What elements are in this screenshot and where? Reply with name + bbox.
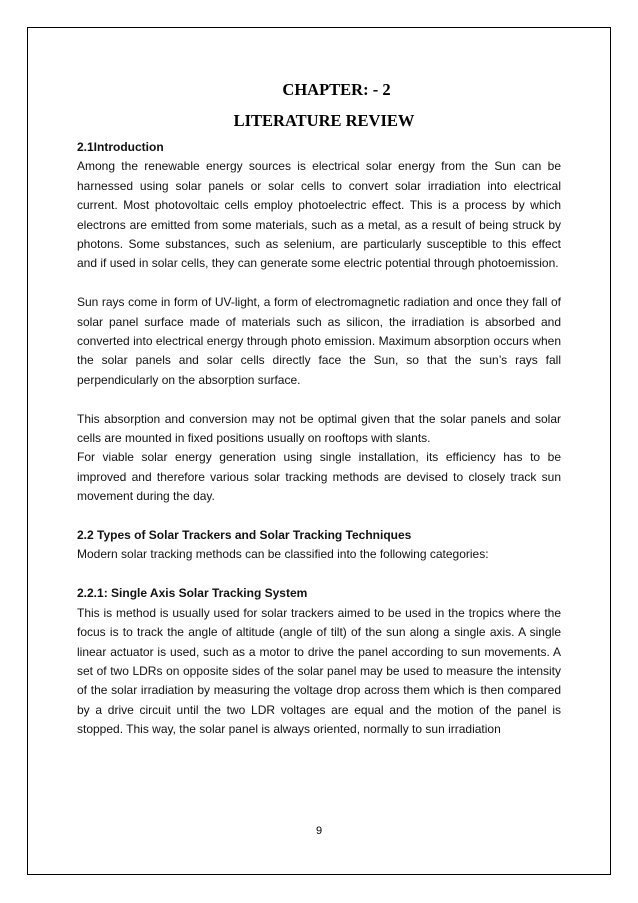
chapter-subtitle: LITERATURE REVIEW [233, 111, 415, 130]
section-heading-introduction: 2.1Introduction [77, 140, 164, 154]
paragraph-intro-2: Sun rays come in form of UV-light, a form of electromagnetic radiation and once they fall of solar panel surface made of materials such as silicon, the irradiation is absorbed and converted into electrical energy through photo emission. Maximum absorption occurs when the solar panels and solar cells directly face the Sun, so that the sun’s rays fall perpendicularly on the absorption surface. [77, 295, 561, 387]
paragraph-single-axis-1: This is method is usually used for solar trackers aimed to be used in the tropics where the focus is to track the angle of altitude (angle of tilt) of the sun along a single axis. A single linear actuator is used, such as a motor to drive the panel according to sun movements. A set of two LDRs on opposite sides of the solar panel may be used to measure the intensity of the solar irradiation by measuring the voltage drop across them which is then compared by a drive circuit until the two LDR voltages are equal and the motion of the panel is stopped. This way, the solar panel is always oriented, normally to sun irradiation [77, 605, 561, 737]
paragraph-types-1: Modern solar tracking methods can be classified into the following categories: [77, 547, 489, 562]
section-heading-single-axis: 2.2.1: Single Axis Solar Tracking System [77, 586, 308, 601]
document-body [77, 138, 561, 740]
paragraph-intro-1: Among the renewable energy sources is electrical solar energy from the Sun can be harnessed using solar panels or solar cells to convert solar irradiation into electrical current. Most photovoltaic cells employ photoelectric effect. This is a process by which electrons are emitted from some materials, such as a metal, as a result of being struck by photons. Some substances, such as selenium, are particularly susceptible to this effect and if used in solar cells, they can generate some electric potential through photoemission. [77, 159, 561, 271]
page-number: 9 [315, 825, 323, 837]
chapter-title: CHAPTER: - 2 [282, 80, 391, 99]
paragraph-intro-3b: For viable solar energy generation using single installation, its efficiency has to be improved and therefore various solar tracking methods are devised to closely track sun movement during the day. [77, 450, 561, 504]
section-heading-types: 2.2 Types of Solar Trackers and Solar Tracking Techniques [77, 528, 412, 543]
paragraph-intro-3a: This absorption and conversion may not be optimal given that the solar panels and solar cells are mounted in fixed positions usually on rooftops with slants. [77, 411, 561, 446]
